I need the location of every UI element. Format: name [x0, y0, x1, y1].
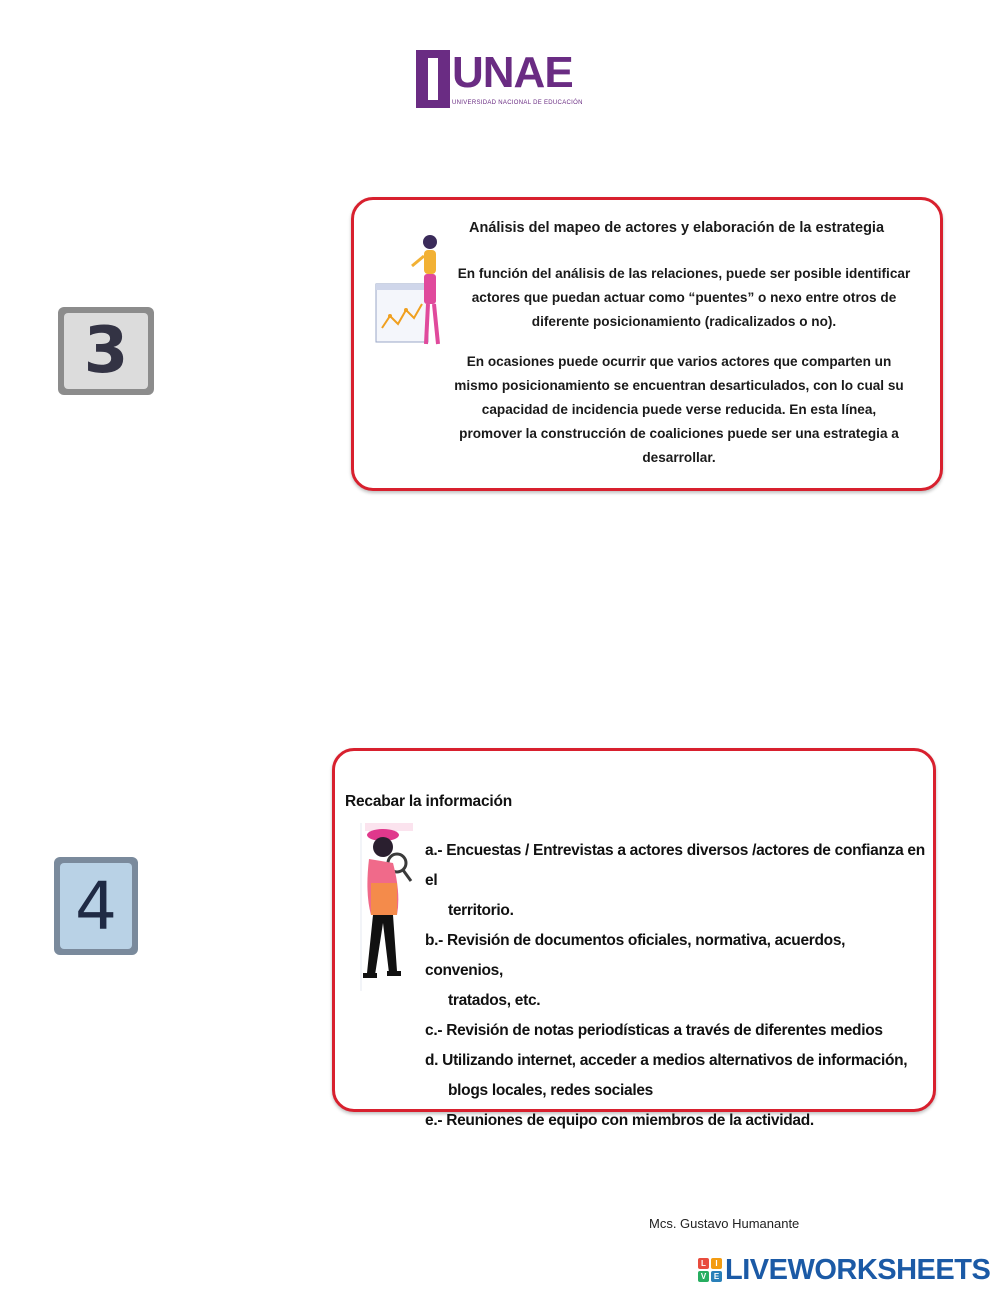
section-4-card [332, 748, 936, 1129]
section-3-number-tile [58, 307, 154, 395]
section-4-title: Recabar la información [345, 793, 513, 810]
analyst-illustration-icon [374, 232, 446, 352]
liveworksheets-wordmark: LIVEWORKSHEETS [725, 1253, 991, 1286]
list-item [425, 1106, 925, 1136]
section-4-number: 4 [60, 863, 132, 949]
liveworksheets-icon: L I V E [698, 1258, 722, 1282]
researcher-magnifier-icon [357, 823, 419, 993]
list-item-continuation: blogs locales, redes sociales [448, 1082, 653, 1099]
section-4-list [425, 836, 925, 1136]
unae-logo [416, 48, 583, 112]
logo-word: UNAE [452, 48, 573, 97]
logo-mark [416, 50, 450, 108]
list-item-text: d. Utilizando internet, acceder a medios alternativos de información, [425, 1052, 908, 1069]
liveworksheets-logo[interactable] [698, 1255, 990, 1285]
list-item [425, 1046, 925, 1106]
logo-subtitle: UNIVERSIDAD NACIONAL DE EDUCACIÓN [452, 100, 583, 106]
section-4-number-tile [54, 857, 138, 955]
author-name: Mcs. Gustavo Humanante [649, 1216, 800, 1231]
section-3-title: Análisis del mapeo de actores y elaboración de la estrategia [469, 220, 885, 236]
list-item-text: c.- Revisión de notas periodísticas a través de diferentes medios [425, 1022, 883, 1039]
section-3-card [351, 197, 943, 491]
section-3-paragraph-1: En función del análisis de las relaciones, puede ser posible identificar actores que puedan actuar como “puentes” o nexo entre otros de diferente posicionamiento (radicalizados o no). [457, 266, 911, 329]
section-3-paragraph-2: En ocasiones puede ocurrir que varios actores que comparten un mismo posicionamiento se encuentran desarticulados, con lo cual su capacidad de incidencia puede verse reducida. En esta línea, promover la construcción de coaliciones puede ser una estrategia a desarrollar. [454, 354, 904, 465]
list-item-text: e.- Reuniones de equipo con miembros de la actividad. [425, 1112, 814, 1129]
list-item-text: a.- Encuestas / Entrevistas a actores diversos /actores de confianza en el [425, 842, 925, 889]
list-item [425, 1016, 925, 1046]
list-item [425, 836, 925, 926]
list-item-continuation: tratados, etc. [448, 992, 541, 1009]
list-item-continuation: territorio. [448, 902, 514, 919]
list-item-text: b.- Revisión de documentos oficiales, normativa, acuerdos, convenios, [425, 932, 846, 979]
section-3-number: 3 [64, 313, 148, 389]
list-item [425, 926, 925, 1016]
